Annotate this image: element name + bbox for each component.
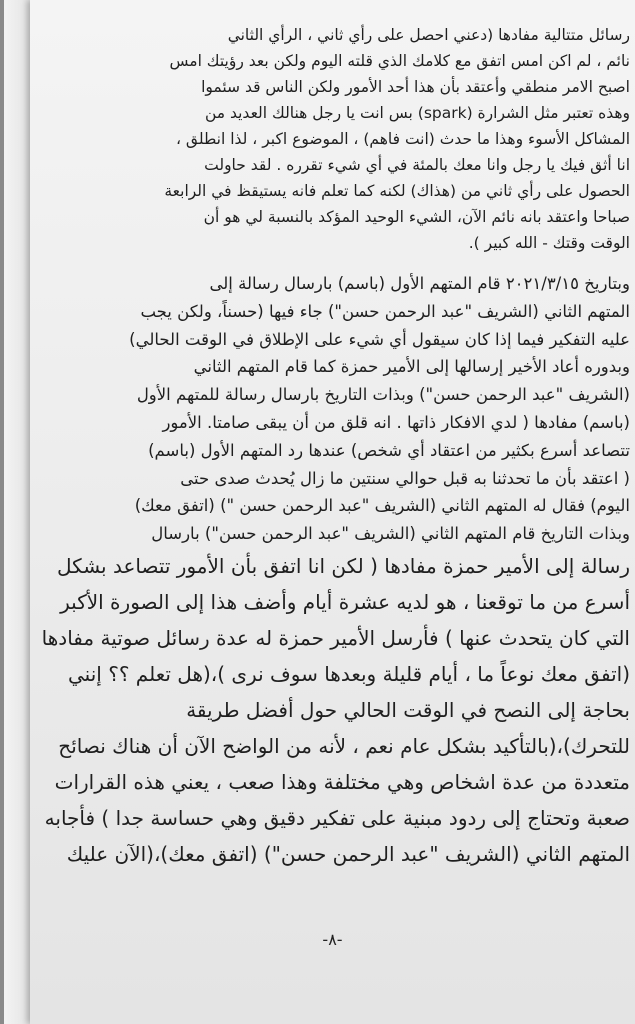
text-line: للتحرك)،(بالتأكيد بشكل عام نعم ، لأنه من الواضح الآن أن هناك نصائح bbox=[58, 733, 630, 758]
paragraph-voice-messages bbox=[40, 22, 630, 256]
text-line: صباحا واعتقد بانه نائم الآن، الشيء الوحيد المؤكد بالنسبة لي هو أن bbox=[203, 208, 630, 226]
text-line: المشاكل الأسوء وهذا ما حدث (انت فاهم) ، الموضوع اكبر ، لذا انطلق ، bbox=[175, 130, 630, 148]
text-line: وبدوره أعاد الأخير إرسالها إلى الأمير حمزة كما قام المتهم الثاني bbox=[193, 357, 630, 377]
text-line: صعبة وتحتاج إلى ردود مبنية على تفكير دقيق وهي حساسة جدا ) فأجابه bbox=[44, 805, 630, 830]
text-line: وبذات التاريخ قام المتهم الثاني (الشريف "عبد الرحمن حسن") بارسال bbox=[151, 524, 630, 544]
text-line: وبتاريخ ٢٠٢١/٣/١٥ قام المتهم الأول (باسم) بارسال رسالة إلى bbox=[209, 274, 630, 293]
text-line: التي كان يتحدث عنها ) فأرسل الأمير حمزة له عدة رسائل صوتية مفادها bbox=[41, 625, 630, 650]
text-line: نائم ، لم اكن امس اتفق مع كلامك الذي قلته اليوم ولكن بعد رؤيتك امس bbox=[169, 52, 630, 70]
page-number: -٨- bbox=[322, 930, 343, 949]
text-line: المتهم الثاني (الشريف "عبد الرحمن حسن") (اتفق معك)،(الآن عليك bbox=[66, 841, 630, 866]
text-line: (اتفق معك نوعاً ما ، أيام قليلة وبعدها سوف نرى )،(هل تعلم ؟؟ إنني bbox=[68, 661, 630, 686]
text-line: رسائل متتالية مفادها (دعني احصل على رأي ثاني ، الرأي الثاني bbox=[227, 26, 630, 44]
text-line: وهذه تعتبر مثل الشرارة (spark) بس انت يا رجل هنالك العديد من bbox=[204, 104, 630, 122]
text-line: (الشريف "عبد الرحمن حسن") وبذات التاريخ بارسال رسالة للمتهم الأول bbox=[136, 385, 630, 405]
text-line: اليوم) فقال له المتهم الثاني (الشريف "عبد الرحمن حسن ") (اتفق معك) bbox=[134, 496, 630, 516]
text-line: عليه التفكير فيما إذا كان سيقول أي شيء على الإطلاق في الوقت الحالي) bbox=[129, 329, 630, 349]
text-line: الوقت وقتك - الله كبير ). bbox=[468, 234, 630, 252]
document-page bbox=[30, 0, 635, 1024]
text-line: المتهم الثاني (الشريف "عبد الرحمن حسن") جاء فيها (حسناً، ولكن يجب bbox=[140, 301, 630, 321]
text-line: تتصاعد أسرع بكثير من اعتقاد أي شخص) عندها رد المتهم الأول (باسم) bbox=[148, 440, 630, 460]
text-line: متعددة من عدة اشخاص وهي مختلفة وهذا صعب ، يعني هذه القرارات bbox=[54, 769, 630, 794]
text-line: (باسم) مفادها ( لدي الافكار ذاتها . انه قلق من أن يبقى صامتا. الأمور bbox=[162, 412, 630, 432]
text-line: رسالة إلى الأمير حمزة مفادها ( لكن انا اتفق بأن الأمور تتصاعد بشكل bbox=[57, 553, 630, 578]
text-line: انا أثق فيك يا رجل وانا معك بالمئة في أي شيء تقرره . لقد حاولت bbox=[204, 156, 630, 174]
paragraph-march-15-messages bbox=[40, 270, 630, 548]
text-line: الحصول على رأي ثاني من (هذاك) لكنه كما تعلم فانه يستيقظ في الرابعة bbox=[164, 182, 630, 200]
text-line: أسرع من ما توقعنا ، هو لديه عشرة أيام وأضف هذا إلى الصورة الأكبر bbox=[60, 589, 630, 614]
text-line: بحاجة إلى النصح في الوقت الحالي حول أفضل طريقة bbox=[186, 697, 630, 722]
text-line: ( اعتقد بأن ما تحدثنا به قبل حوالي سنتين ما زال يُحدث صدى حتى bbox=[180, 468, 630, 488]
paragraph-continuation bbox=[40, 548, 630, 872]
document-body bbox=[40, 22, 630, 872]
text-line: اصبح الامر منطقي وأعتقد بأن هذا أحد الأمور ولكن الناس قد سئموا bbox=[201, 78, 630, 96]
